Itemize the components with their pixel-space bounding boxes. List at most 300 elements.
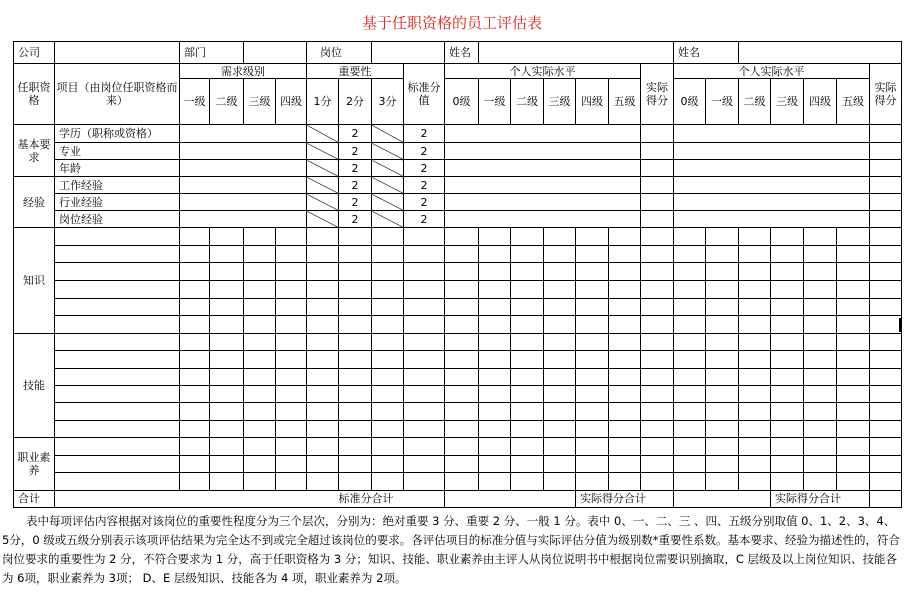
skill-item[interactable] (55, 333, 180, 350)
skill-cell[interactable] (404, 403, 445, 420)
knowledge-cell[interactable] (479, 245, 511, 263)
skill-cell[interactable] (244, 385, 276, 402)
knowledge-cell[interactable] (870, 263, 902, 281)
actual-level-cell[interactable] (674, 125, 870, 143)
skill-cell[interactable] (771, 403, 804, 420)
knowledge-cell[interactable] (372, 228, 404, 246)
skill-cell[interactable] (339, 420, 372, 437)
knowledge-cell[interactable] (706, 298, 739, 316)
skill-cell[interactable] (372, 333, 404, 350)
actual-level-cell[interactable] (674, 211, 870, 228)
quality-cell[interactable] (870, 437, 902, 455)
skill-cell[interactable] (641, 368, 674, 385)
skill-cell[interactable] (339, 333, 372, 350)
knowledge-cell[interactable] (804, 228, 837, 246)
quality-cell[interactable] (180, 473, 210, 491)
skill-cell[interactable] (511, 385, 544, 402)
knowledge-cell[interactable] (372, 263, 404, 281)
actual-level-cell[interactable] (445, 177, 641, 194)
quality-cell[interactable] (339, 437, 372, 455)
quality-cell[interactable] (641, 455, 674, 473)
quality-cell[interactable] (609, 473, 641, 491)
knowledge-cell[interactable] (804, 263, 837, 281)
skill-cell[interactable] (339, 368, 372, 385)
knowledge-cell[interactable] (404, 298, 445, 316)
skill-cell[interactable] (307, 385, 339, 402)
skill-cell[interactable] (837, 385, 870, 402)
quality-cell[interactable] (511, 473, 544, 491)
skill-cell[interactable] (479, 385, 511, 402)
knowledge-cell[interactable] (576, 263, 609, 281)
skill-cell[interactable] (372, 403, 404, 420)
skill-cell[interactable] (276, 420, 307, 437)
skill-cell[interactable] (641, 420, 674, 437)
skill-cell[interactable] (804, 420, 837, 437)
skill-cell[interactable] (479, 351, 511, 368)
knowledge-cell[interactable] (307, 316, 339, 334)
knowledge-cell[interactable] (372, 316, 404, 334)
skill-item[interactable] (55, 403, 180, 420)
quality-cell[interactable] (609, 437, 641, 455)
skill-cell[interactable] (511, 368, 544, 385)
quality-cell[interactable] (276, 455, 307, 473)
quality-cell[interactable] (511, 455, 544, 473)
skill-cell[interactable] (771, 385, 804, 402)
skill-cell[interactable] (445, 403, 479, 420)
skill-cell[interactable] (180, 351, 210, 368)
knowledge-cell[interactable] (576, 316, 609, 334)
knowledge-cell[interactable] (576, 228, 609, 246)
skill-cell[interactable] (404, 351, 445, 368)
knowledge-cell[interactable] (576, 245, 609, 263)
knowledge-cell[interactable] (445, 263, 479, 281)
actual-score-cell[interactable] (870, 211, 902, 228)
knowledge-cell[interactable] (511, 228, 544, 246)
quality-cell[interactable] (307, 473, 339, 491)
quality-cell[interactable] (445, 455, 479, 473)
skill-cell[interactable] (479, 368, 511, 385)
quality-item[interactable] (55, 473, 180, 491)
quality-cell[interactable] (372, 473, 404, 491)
knowledge-cell[interactable] (706, 263, 739, 281)
knowledge-cell[interactable] (609, 245, 641, 263)
quality-cell[interactable] (404, 455, 445, 473)
knowledge-cell[interactable] (307, 280, 339, 298)
knowledge-cell[interactable] (479, 228, 511, 246)
knowledge-cell[interactable] (739, 298, 771, 316)
actual-score-cell[interactable] (641, 125, 674, 143)
quality-cell[interactable] (479, 473, 511, 491)
quality-cell[interactable] (180, 437, 210, 455)
skill-cell[interactable] (210, 403, 244, 420)
quality-cell[interactable] (674, 473, 706, 491)
knowledge-cell[interactable] (180, 298, 210, 316)
skill-cell[interactable] (307, 420, 339, 437)
skill-cell[interactable] (307, 403, 339, 420)
knowledge-cell[interactable] (276, 280, 307, 298)
knowledge-cell[interactable] (771, 298, 804, 316)
quality-cell[interactable] (706, 455, 739, 473)
skill-cell[interactable] (544, 403, 576, 420)
req-level-cell[interactable] (180, 194, 307, 211)
company-field[interactable] (55, 42, 180, 64)
actual-score-cell[interactable] (870, 194, 902, 211)
actual-score-cell[interactable] (641, 194, 674, 211)
skill-item[interactable] (55, 368, 180, 385)
skill-cell[interactable] (276, 385, 307, 402)
knowledge-cell[interactable] (771, 280, 804, 298)
quality-cell[interactable] (180, 455, 210, 473)
knowledge-cell[interactable] (706, 228, 739, 246)
skill-cell[interactable] (276, 333, 307, 350)
quality-cell[interactable] (244, 455, 276, 473)
knowledge-cell[interactable] (307, 228, 339, 246)
knowledge-cell[interactable] (674, 280, 706, 298)
knowledge-cell[interactable] (609, 228, 641, 246)
skill-cell[interactable] (210, 385, 244, 402)
skill-cell[interactable] (674, 333, 706, 350)
skill-cell[interactable] (445, 385, 479, 402)
skill-cell[interactable] (445, 420, 479, 437)
req-level-cell[interactable] (180, 125, 307, 143)
quality-cell[interactable] (307, 455, 339, 473)
knowledge-cell[interactable] (544, 316, 576, 334)
skill-cell[interactable] (445, 368, 479, 385)
quality-cell[interactable] (837, 473, 870, 491)
knowledge-cell[interactable] (339, 316, 372, 334)
skill-cell[interactable] (771, 368, 804, 385)
knowledge-cell[interactable] (674, 228, 706, 246)
knowledge-cell[interactable] (706, 245, 739, 263)
knowledge-cell[interactable] (307, 263, 339, 281)
actual-level-cell[interactable] (445, 125, 641, 143)
actual-score-cell[interactable] (641, 211, 674, 228)
quality-cell[interactable] (544, 455, 576, 473)
knowledge-cell[interactable] (609, 280, 641, 298)
knowledge-cell[interactable] (404, 263, 445, 281)
skill-cell[interactable] (870, 368, 902, 385)
skill-cell[interactable] (674, 403, 706, 420)
skill-cell[interactable] (404, 333, 445, 350)
quality-item[interactable] (55, 437, 180, 455)
knowledge-cell[interactable] (544, 245, 576, 263)
skill-cell[interactable] (739, 368, 771, 385)
skill-cell[interactable] (479, 420, 511, 437)
skill-cell[interactable] (445, 333, 479, 350)
skill-cell[interactable] (576, 333, 609, 350)
knowledge-cell[interactable] (210, 316, 244, 334)
knowledge-cell[interactable] (339, 228, 372, 246)
actual-score-cell[interactable] (870, 177, 902, 194)
knowledge-cell[interactable] (445, 280, 479, 298)
skill-cell[interactable] (404, 420, 445, 437)
skill-cell[interactable] (445, 351, 479, 368)
knowledge-cell[interactable] (511, 316, 544, 334)
knowledge-cell[interactable] (180, 316, 210, 334)
knowledge-cell[interactable] (244, 316, 276, 334)
skill-cell[interactable] (870, 403, 902, 420)
actual-level-cell[interactable] (445, 194, 641, 211)
knowledge-cell[interactable] (609, 263, 641, 281)
skill-cell[interactable] (576, 403, 609, 420)
knowledge-cell[interactable] (739, 245, 771, 263)
quality-cell[interactable] (445, 437, 479, 455)
skill-cell[interactable] (837, 403, 870, 420)
actual-level-cell[interactable] (674, 160, 870, 177)
skill-cell[interactable] (870, 420, 902, 437)
skill-cell[interactable] (609, 333, 641, 350)
skill-cell[interactable] (210, 420, 244, 437)
quality-cell[interactable] (674, 437, 706, 455)
knowledge-cell[interactable] (244, 245, 276, 263)
name-field-2[interactable] (739, 42, 902, 64)
skill-cell[interactable] (210, 333, 244, 350)
skill-cell[interactable] (609, 385, 641, 402)
skill-cell[interactable] (511, 403, 544, 420)
actual-score-cell[interactable] (870, 125, 902, 143)
knowledge-cell[interactable] (771, 316, 804, 334)
knowledge-cell[interactable] (479, 298, 511, 316)
knowledge-cell[interactable] (771, 263, 804, 281)
knowledge-cell[interactable] (372, 298, 404, 316)
req-level-cell[interactable] (180, 143, 307, 160)
knowledge-cell[interactable] (837, 245, 870, 263)
skill-cell[interactable] (837, 351, 870, 368)
knowledge-cell[interactable] (837, 280, 870, 298)
skill-cell[interactable] (479, 403, 511, 420)
quality-cell[interactable] (804, 437, 837, 455)
skill-cell[interactable] (706, 403, 739, 420)
knowledge-cell[interactable] (210, 263, 244, 281)
quality-cell[interactable] (404, 473, 445, 491)
skill-cell[interactable] (511, 420, 544, 437)
knowledge-cell[interactable] (837, 263, 870, 281)
quality-cell[interactable] (739, 455, 771, 473)
skill-cell[interactable] (339, 385, 372, 402)
knowledge-cell[interactable] (244, 298, 276, 316)
quality-cell[interactable] (804, 455, 837, 473)
knowledge-cell[interactable] (544, 228, 576, 246)
skill-cell[interactable] (674, 368, 706, 385)
knowledge-cell[interactable] (372, 245, 404, 263)
quality-cell[interactable] (276, 473, 307, 491)
skill-cell[interactable] (870, 333, 902, 350)
skill-cell[interactable] (307, 333, 339, 350)
knowledge-cell[interactable] (837, 228, 870, 246)
knowledge-cell[interactable] (641, 280, 674, 298)
skill-cell[interactable] (837, 333, 870, 350)
skill-cell[interactable] (339, 351, 372, 368)
quality-cell[interactable] (739, 437, 771, 455)
quality-cell[interactable] (641, 473, 674, 491)
quality-cell[interactable] (837, 455, 870, 473)
skill-cell[interactable] (641, 385, 674, 402)
knowledge-cell[interactable] (641, 263, 674, 281)
dept-field[interactable] (244, 42, 307, 64)
skill-cell[interactable] (706, 385, 739, 402)
skill-cell[interactable] (739, 403, 771, 420)
knowledge-cell[interactable] (544, 263, 576, 281)
knowledge-item[interactable] (55, 245, 180, 263)
skill-cell[interactable] (180, 403, 210, 420)
skill-cell[interactable] (276, 403, 307, 420)
knowledge-item[interactable] (55, 228, 180, 246)
quality-cell[interactable] (837, 437, 870, 455)
skill-cell[interactable] (244, 351, 276, 368)
quality-cell[interactable] (804, 473, 837, 491)
skill-cell[interactable] (372, 420, 404, 437)
skill-cell[interactable] (210, 351, 244, 368)
quality-cell[interactable] (479, 437, 511, 455)
knowledge-cell[interactable] (511, 298, 544, 316)
knowledge-cell[interactable] (445, 245, 479, 263)
skill-cell[interactable] (837, 368, 870, 385)
knowledge-cell[interactable] (511, 263, 544, 281)
knowledge-cell[interactable] (307, 245, 339, 263)
knowledge-cell[interactable] (706, 316, 739, 334)
knowledge-item[interactable] (55, 298, 180, 316)
knowledge-cell[interactable] (837, 298, 870, 316)
knowledge-cell[interactable] (511, 245, 544, 263)
knowledge-cell[interactable] (445, 298, 479, 316)
knowledge-cell[interactable] (404, 316, 445, 334)
quality-cell[interactable] (372, 437, 404, 455)
skill-cell[interactable] (804, 368, 837, 385)
skill-cell[interactable] (641, 403, 674, 420)
skill-cell[interactable] (706, 420, 739, 437)
skill-cell[interactable] (609, 368, 641, 385)
skill-cell[interactable] (576, 385, 609, 402)
skill-cell[interactable] (674, 385, 706, 402)
knowledge-cell[interactable] (180, 280, 210, 298)
skill-cell[interactable] (404, 385, 445, 402)
quality-cell[interactable] (739, 473, 771, 491)
quality-cell[interactable] (544, 437, 576, 455)
knowledge-cell[interactable] (404, 245, 445, 263)
knowledge-cell[interactable] (576, 280, 609, 298)
knowledge-item[interactable] (55, 280, 180, 298)
quality-cell[interactable] (771, 473, 804, 491)
total-blank[interactable] (55, 490, 339, 507)
knowledge-cell[interactable] (706, 280, 739, 298)
quality-cell[interactable] (870, 473, 902, 491)
knowledge-cell[interactable] (739, 316, 771, 334)
knowledge-cell[interactable] (276, 245, 307, 263)
knowledge-cell[interactable] (244, 228, 276, 246)
skill-cell[interactable] (739, 351, 771, 368)
knowledge-cell[interactable] (739, 228, 771, 246)
quality-cell[interactable] (210, 455, 244, 473)
skill-cell[interactable] (609, 403, 641, 420)
skill-cell[interactable] (706, 351, 739, 368)
knowledge-cell[interactable] (674, 298, 706, 316)
skill-cell[interactable] (180, 333, 210, 350)
quality-cell[interactable] (210, 473, 244, 491)
knowledge-cell[interactable] (674, 263, 706, 281)
knowledge-cell[interactable] (771, 245, 804, 263)
skill-cell[interactable] (576, 368, 609, 385)
skill-cell[interactable] (804, 333, 837, 350)
actual-level-cell[interactable] (674, 143, 870, 160)
knowledge-cell[interactable] (804, 245, 837, 263)
knowledge-item[interactable] (55, 263, 180, 281)
knowledge-cell[interactable] (804, 316, 837, 334)
knowledge-cell[interactable] (404, 228, 445, 246)
actual-score-cell[interactable] (870, 160, 902, 177)
knowledge-cell[interactable] (404, 280, 445, 298)
skill-cell[interactable] (180, 368, 210, 385)
skill-cell[interactable] (804, 351, 837, 368)
quality-cell[interactable] (771, 455, 804, 473)
skill-cell[interactable] (544, 368, 576, 385)
knowledge-cell[interactable] (674, 316, 706, 334)
knowledge-cell[interactable] (804, 298, 837, 316)
knowledge-cell[interactable] (870, 228, 902, 246)
knowledge-cell[interactable] (180, 245, 210, 263)
quality-cell[interactable] (339, 455, 372, 473)
skill-item[interactable] (55, 351, 180, 368)
knowledge-cell[interactable] (276, 316, 307, 334)
quality-cell[interactable] (244, 437, 276, 455)
knowledge-cell[interactable] (445, 228, 479, 246)
quality-item[interactable] (55, 455, 180, 473)
skill-cell[interactable] (544, 351, 576, 368)
actual-level-cell[interactable] (445, 160, 641, 177)
actual-total-field-2[interactable] (870, 490, 902, 507)
skill-cell[interactable] (837, 420, 870, 437)
skill-cell[interactable] (511, 351, 544, 368)
knowledge-cell[interactable] (339, 280, 372, 298)
knowledge-cell[interactable] (511, 280, 544, 298)
skill-item[interactable] (55, 420, 180, 437)
knowledge-cell[interactable] (339, 245, 372, 263)
actual-score-cell[interactable] (870, 143, 902, 160)
quality-cell[interactable] (706, 437, 739, 455)
quality-cell[interactable] (641, 437, 674, 455)
knowledge-cell[interactable] (739, 280, 771, 298)
quality-cell[interactable] (576, 437, 609, 455)
skill-cell[interactable] (276, 351, 307, 368)
knowledge-cell[interactable] (870, 316, 902, 334)
quality-cell[interactable] (576, 455, 609, 473)
knowledge-cell[interactable] (479, 263, 511, 281)
actual-score-cell[interactable] (641, 160, 674, 177)
skill-item[interactable] (55, 385, 180, 402)
quality-cell[interactable] (339, 473, 372, 491)
knowledge-cell[interactable] (210, 228, 244, 246)
req-level-cell[interactable] (180, 177, 307, 194)
knowledge-cell[interactable] (870, 298, 902, 316)
skill-cell[interactable] (609, 420, 641, 437)
knowledge-cell[interactable] (674, 245, 706, 263)
quality-cell[interactable] (404, 437, 445, 455)
knowledge-cell[interactable] (339, 263, 372, 281)
actual-level-cell[interactable] (445, 211, 641, 228)
skill-cell[interactable] (307, 368, 339, 385)
quality-cell[interactable] (674, 455, 706, 473)
quality-cell[interactable] (544, 473, 576, 491)
skill-cell[interactable] (771, 420, 804, 437)
quality-cell[interactable] (771, 437, 804, 455)
skill-cell[interactable] (544, 385, 576, 402)
knowledge-cell[interactable] (244, 263, 276, 281)
knowledge-cell[interactable] (210, 245, 244, 263)
quality-cell[interactable] (511, 437, 544, 455)
knowledge-cell[interactable] (804, 280, 837, 298)
skill-cell[interactable] (404, 368, 445, 385)
skill-cell[interactable] (180, 385, 210, 402)
skill-cell[interactable] (544, 333, 576, 350)
